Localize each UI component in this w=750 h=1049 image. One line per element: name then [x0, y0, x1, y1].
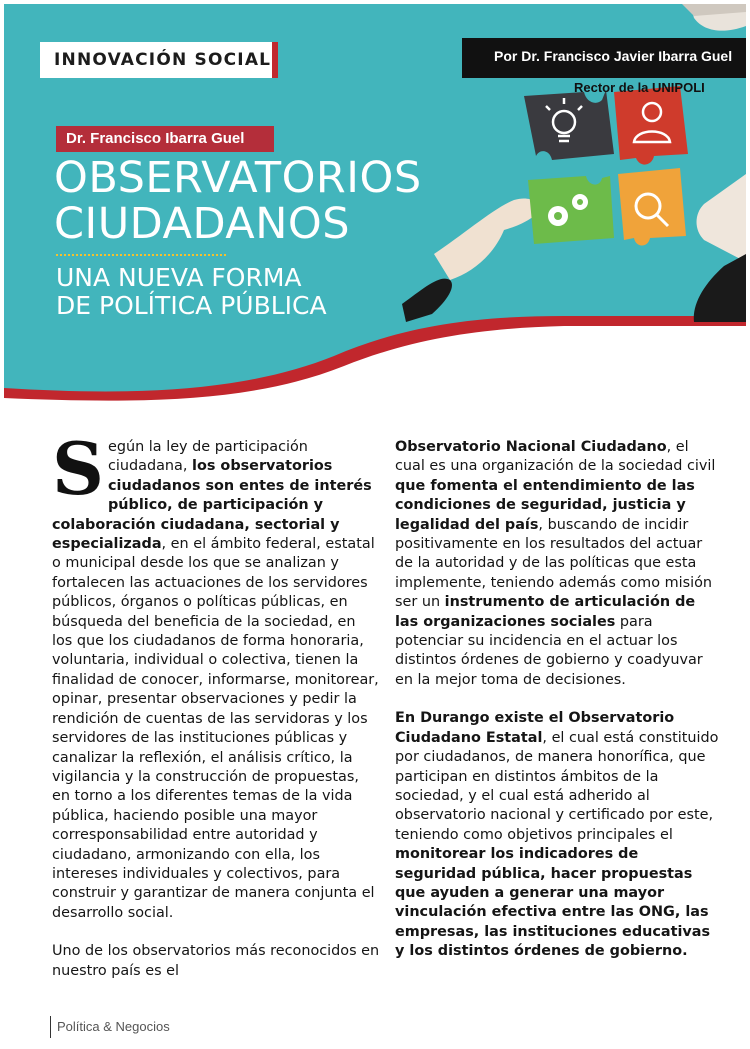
- text-run: , buscando de incidir positivamente en los resultados del actuar de la autoridad y de las políticas que esta implemente, teniendo además como misión ser un: [395, 516, 713, 611]
- puzzle-piece-icon: [614, 86, 688, 165]
- paragraph: [52, 942, 380, 981]
- text-run: Uno de los observatorios más reconocidos en nuestro país es el: [52, 943, 380, 979]
- section-tag-accent: [272, 42, 278, 78]
- text-run: , el cual está constituido por ciudadanos, de manera honorífica, que participan en distintos ámbitos de la sociedad, y el cual está adherido al observatorio nacional y certificado por este, teniendo como objetivos principales el: [395, 729, 719, 843]
- byline-box: [462, 38, 746, 78]
- article-title-line1: OBSERVATORIOS: [54, 153, 422, 203]
- text-run-bold: En Durango existe el Observatorio Ciudadano Estatal: [395, 710, 675, 746]
- byline-role: Rector de la UNIPOLI: [574, 80, 705, 95]
- hero-banner: [4, 4, 746, 404]
- publication-footer: Política & Negocios: [50, 1016, 170, 1038]
- paragraph: [395, 709, 720, 961]
- text-run-bold: los observatorios ciudadanos son entes de interés público, de participación y colaboración ciudadana, sectorial y especializada: [52, 458, 372, 553]
- text-run: , en el ámbito federal, estatal o municipal desde los que se analizan y fortalecen las actuaciones de los servidores públicos, órganos o políticas públicas, en búsqueda del beneficia de la sociedad, en los que los ciudadanos de forma honoraria, voluntaria, individual o colectiva, tienen la finalidad de conocer, informarse, monitorear, opinar, presentar observaciones y pedir la rendición de cuentas de las servidoras y los servidores de las instituciones públicas y canalizar la reflexión, el análisis crítico, la vigilancia y la construcción de propuestas, en torno a los diferentes temas de la vida pública, haciendo posible una mayor corresponsabilidad entre autoridad y ciudadano, armonizando con ella, los intereses individuales y colectivos, para construir y garantizar de manera conjunta el desarrollo social.: [52, 536, 379, 921]
- article-column-1: [52, 426, 380, 1000]
- text-run: , el cual es una organización de la sociedad civil: [395, 439, 716, 475]
- puzzle-piece-icon: [528, 176, 614, 244]
- title-divider: [56, 254, 226, 258]
- article-subtitle-line2: DE POLÍTICA PÚBLICA: [56, 291, 327, 320]
- author-badge-label: Dr. Francisco Ibarra Guel: [66, 130, 245, 147]
- article-title-line2: CIUDADANOS: [54, 199, 351, 249]
- text-run-bold: instrumento de articulación de las organizaciones sociales: [395, 594, 696, 630]
- article-subtitle-line1: UNA NUEVA FORMA: [56, 263, 302, 292]
- text-run-bold: que fomenta el entendimiento de las condiciones de seguridad, justicia y legalidad del país: [395, 477, 695, 533]
- section-tag: [40, 42, 278, 78]
- text-run-bold: monitorear los indicadores de seguridad pública, hacer propuestas que ayuden a generar una mayor vinculación efectiva entre las ONG, las empresas, las instituciones educativas y los distintos órdenes de gobierno.: [395, 846, 711, 960]
- text-run: para potenciar su incidencia en el actuar los distintos órdenes de gobierno y coadyuvar en la mejor toma de decisiones.: [395, 613, 703, 688]
- drop-cap: S: [52, 426, 104, 511]
- paragraph: [395, 438, 720, 690]
- text-run-bold: Observatorio Nacional Ciudadano: [395, 439, 667, 455]
- text-run: egún la ley de participación ciudadana,: [108, 439, 308, 475]
- article-column-2: [395, 438, 720, 981]
- section-tag-label: INNOVACIÓN SOCIAL: [54, 50, 272, 70]
- puzzle-piece-icon: [618, 168, 686, 246]
- byline-author: Por Dr. Francisco Javier Ibarra Guel: [494, 48, 733, 64]
- paragraph: [52, 426, 380, 923]
- author-badge: [56, 126, 274, 152]
